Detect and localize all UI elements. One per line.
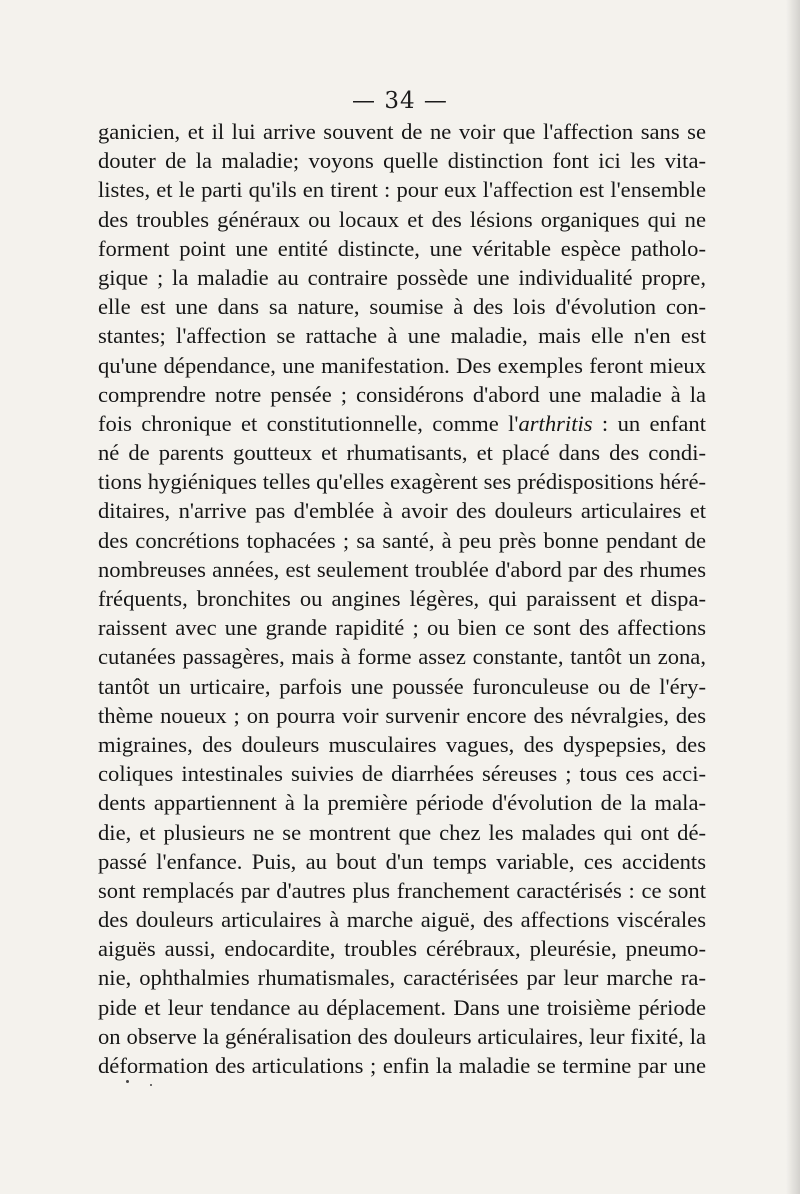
text-line: tions hygiéniques telles qu'elles exagèrent ses prédispositions héré-	[98, 469, 706, 495]
text-line: coliques intestinales suivies de diarrhées séreuses ; tous ces acci-	[98, 761, 706, 787]
text-line: listes, et le parti qu'ils en tirent : pour eux l'affection est l'ensemble	[98, 177, 706, 203]
text-line: déformation des articulations ; enfin la maladie se termine par une	[98, 1053, 706, 1078]
text-line: ganicien, et il lui arrive souvent de ne voir que l'affection sans se	[98, 119, 706, 144]
text-line: sont remplacés par d'autres plus franchement caractérisés : ce sont	[98, 877, 706, 903]
body-text	[98, 117, 706, 1080]
text-line: né de parents goutteux et rhumatisants, et placé dans des condi-	[98, 440, 706, 466]
text-line: passé l'enfance. Puis, au bout d'un temps variable, ces accidents	[98, 848, 706, 874]
text-line: des concrétions tophacées ; sa santé, à peu près bonne pendant de	[98, 527, 706, 553]
text-line: die, et plusieurs ne se montrent que chez les malades qui ont dé-	[98, 819, 706, 845]
italic-term: arthritis	[518, 410, 593, 436]
text-line: comprendre notre pensée ; considérons d'abord une maladie à la	[98, 381, 706, 407]
text-line: fois chronique et constitutionnelle, comme l'arthritis : un enfant	[98, 410, 706, 436]
text-line: thème noueux ; on pourra voir survenir encore des névralgies, des	[98, 702, 706, 728]
text-line: aiguës aussi, endocardite, troubles cérébraux, pleurésie, pneumo-	[98, 936, 706, 962]
page-edge-shadow	[786, 0, 800, 1194]
text-line: qu'une dépendance, une manifestation. Des exemples feront mieux	[98, 352, 706, 378]
text-line: cutanées passagères, mais à forme assez constante, tantôt un zona,	[98, 644, 706, 670]
text-line: dents appartiennent à la première période d'évolution de la mala-	[98, 790, 706, 816]
text-line: des troubles généraux ou locaux et des lésions organiques qui ne	[98, 206, 706, 232]
text-line: migraines, des douleurs musculaires vagues, des dyspepsies, des	[98, 731, 706, 757]
text-line: pide et leur tendance au déplacement. Dans une troisième période	[98, 994, 706, 1020]
page-number: — 34 —	[352, 88, 448, 114]
text-line: on observe la généralisation des douleurs articulaires, leur fixité, la	[98, 1023, 706, 1049]
text-line: gique ; la maladie au contraire possède une individualité propre,	[98, 264, 706, 290]
text-line: douter de la maladie; voyons quelle distinction font ici les vita-	[98, 148, 706, 174]
text-line: ditaires, n'arrive pas d'emblée à avoir des douleurs articulaires et	[98, 498, 706, 524]
text-line: stantes; l'affection se rattache à une maladie, mais elle n'en est	[98, 323, 706, 349]
text-line: tantôt un urticaire, parfois une poussée furonculeuse ou de l'éry-	[98, 673, 706, 699]
ink-speck	[150, 1084, 152, 1086]
ink-speck	[126, 1080, 129, 1083]
text-line: fréquents, bronchites ou angines légères, qui paraissent et dispa-	[98, 586, 706, 611]
text-line: nombreuses années, est seulement troublée d'abord par des rhumes	[98, 556, 706, 582]
text-line: raissent avec une grande rapidité ; ou bien ce sont des affections	[98, 615, 706, 641]
text-line: nie, ophthalmies rhumatismales, caractérisées par leur marche ra-	[98, 965, 706, 991]
text-line: elle est une dans sa nature, soumise à des lois d'évolution con-	[98, 294, 706, 320]
text-line: forment point une entité distincte, une véritable espèce patholo-	[98, 235, 706, 261]
text-line: des douleurs articulaires à marche aiguë, des affections viscérales	[98, 907, 706, 933]
